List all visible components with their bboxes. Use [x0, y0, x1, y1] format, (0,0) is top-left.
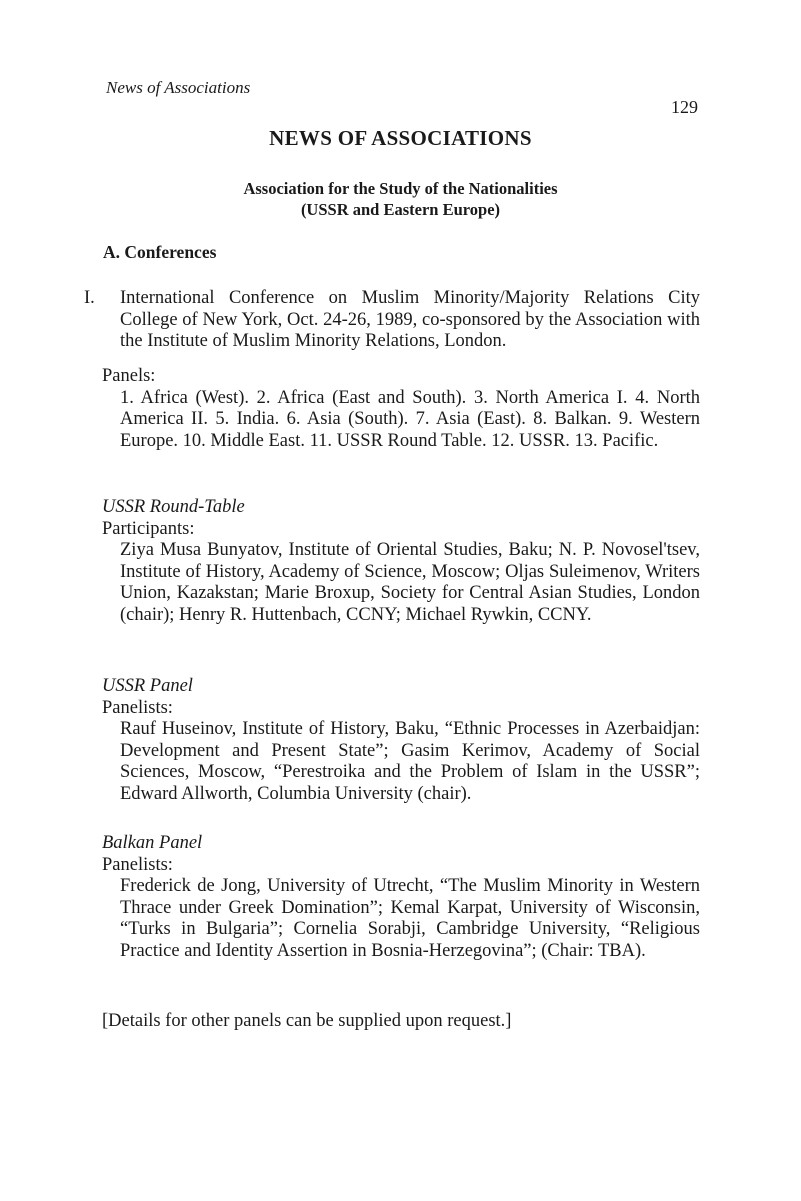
page-number: 129 [671, 97, 698, 117]
association-subtitle [0, 178, 801, 220]
ussr-panelists-list: Rauf Huseinov, Institute of History, Baku, “Ethnic Processes in Azerbaidjan: Development and Present State”; Gasim Kerimov, Academy of Social Sciences, Moscow, “Perestroika and the Problem of Islam in the USSR”; Edward Allworth, Columbia University (chair). [120, 719, 700, 804]
round-table-block [102, 497, 700, 626]
balkan-panelists-label: Panelists: [102, 854, 173, 875]
subtitle-line-2: (USSR and Eastern Europe) [300, 200, 501, 219]
ussr-panelists-label: Panelists: [102, 697, 173, 718]
section-heading-conferences: A. Conferences [103, 242, 217, 262]
running-head: News of Associations [106, 78, 251, 97]
footer-note: [Details for other panels can be supplied upon request.] [102, 1011, 512, 1031]
participants-list: Ziya Musa Bunyatov, Institute of Oriental Studies, Baku; N. P. Novosel'tsev, Institute of History, Academy of Science, Moscow; Oljas Suleimenov, Writers Union, Kazakstan; Marie Broxup, Society for Central Asian Studies, London (chair); Henry R. Huttenbach, CCNY; Michael Rywkin, CCNY. [120, 540, 700, 625]
conference-number: I. [84, 288, 95, 308]
page-title: NEWS OF ASSOCIATIONS [269, 126, 532, 150]
panels-list: 1. Africa (West). 2. Africa (East and South). 3. North America I. 4. North America II. 5. India. 6. Asia (South). 7. Asia (East). 8. Balkan. 9. Western Europe. 10. Middle East. 11. USSR Round Table. 12. USSR. 13. Pacific. [120, 387, 700, 451]
conference-text: International Conference on Muslim Minority/Majority Relations City College of New York, Oct. 24-26, 1989, co-sponsored by the Association with the Institute of Muslim Minority Relations, London. [120, 288, 700, 351]
participants-label: Participants: [102, 518, 195, 539]
ussr-panel-heading: USSR Panel [102, 676, 193, 696]
balkan-panel-heading: Balkan Panel [102, 833, 203, 853]
round-table-heading: USSR Round-Table [102, 497, 245, 517]
balkan-panelists-list: Frederick de Jong, University of Utrecht, “The Muslim Minority in Western Thrace under Greek Domination”; Kemal Karpat, University of Wisconsin, “Turks in Bulgaria”; Cornelia Sorabji, Cambridge University, “Religious Practice and Identity Assertion in Bosnia-Herzegovina”; (Chair: TBA). [120, 876, 700, 961]
conference-paragraph [84, 288, 700, 353]
subtitle-line-1: Association for the Study of the Nationalities [243, 179, 558, 198]
panels-label: Panels: [102, 366, 156, 386]
balkan-panel-block [102, 833, 700, 962]
panels-block [102, 366, 700, 452]
conference-entry [84, 288, 700, 353]
ussr-panel-block [102, 676, 700, 805]
